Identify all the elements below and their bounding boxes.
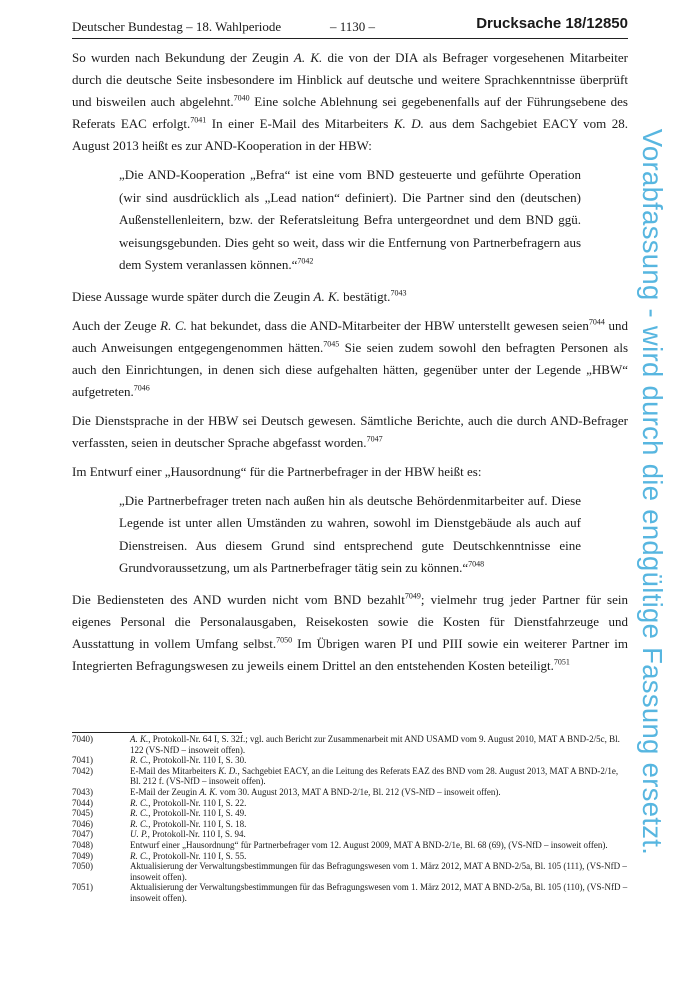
footnote-text [130, 798, 628, 809]
footnote-text [130, 819, 628, 830]
page-header [72, 16, 628, 40]
person-initials: R. C. [130, 755, 149, 766]
footnote-reference: 7051 [553, 657, 570, 667]
footnote [72, 755, 628, 766]
person-initials: A. K. [199, 786, 218, 797]
footnote [72, 840, 628, 851]
footnote [72, 851, 628, 862]
person-initials: R. C. [130, 850, 149, 861]
text-segment: ; vielmehr trug jeder Partner für sein eigenes Personal die Personalausgaben, Reisekosten sowie die Kosten für Dienstfahrzeuge und Ausstattung in vollem Umfang selbst. [72, 591, 628, 651]
page-number: – 1130 – [330, 19, 376, 34]
footnote-text [130, 840, 628, 851]
footnote-text [130, 734, 628, 755]
block-quote [119, 490, 581, 580]
footnote [72, 734, 628, 755]
footnote-number: 7048) [72, 839, 93, 850]
footnote [72, 808, 628, 819]
text-segment: „Die Partnerbefrager treten nach außen hin als deutsche Behördenmitarbeiter auf. Diese Legende ist unter allen Umständen zu wahren, sowohl im Dienstgebäude als auch auf Dienstreisen. Aus diesem Grund sind entsprechend gute Deutschkenntnisse eine Grundvoraussetzung, um als Partnerbefrager tätig sein zu können.“ [119, 492, 581, 575]
footnote-number: 7050) [72, 861, 93, 872]
text-segment: , Protokoll-Nr. 110 I, S. 30. [148, 755, 247, 766]
footnote-number: 7049) [72, 850, 93, 861]
footnote-number: 7040) [72, 734, 93, 744]
document-number [476, 15, 628, 32]
footnote [72, 861, 628, 882]
footnote-text [130, 861, 628, 882]
footnote [72, 819, 628, 830]
footnote-reference: 7046 [133, 383, 150, 393]
block-quote [119, 164, 581, 277]
footnote-text [130, 766, 628, 787]
footnote-number: 7043) [72, 786, 93, 797]
person-initials: U. P. [130, 829, 148, 840]
text-segment: , Protokoll-Nr. 110 I, S. 22. [148, 797, 247, 808]
footnotes [72, 734, 628, 904]
person-initials: A. K. [293, 50, 323, 65]
footnote-reference: 7048 [468, 559, 485, 569]
footnote-number: 7051) [72, 882, 93, 893]
text-segment: und auch Anweisungen entgegengenommen hätten. [72, 317, 628, 355]
footnote-rule [72, 732, 242, 733]
text-segment: „Die AND-Kooperation „Befra“ ist eine vom BND gesteuerte und geführte Operation (wir sind ausdrücklich als „Lead nation“ definiert). Die Partner sind den (deutschen) Außenstellenleitern, bzw. der Referatsleitung Befra untergeordnet und dem BND ggü. weisungsgebunden. Dies geht so weit, dass wir die Entfernung von Partnerbefragern aus dem System veranlassen können.“ [119, 167, 581, 272]
text-segment: bestätigt. [339, 288, 391, 304]
footnote-reference: 7042 [297, 256, 314, 266]
footnote-number: 7042) [72, 765, 93, 776]
person-initials: A. K. [130, 734, 149, 744]
footnote-reference: 7049 [404, 591, 421, 601]
text-segment: Aktualisierung der Verwaltungsbestimmungen für das Befragungswesen vom 1. März 2012, MAT A BND-2/5a, Bl. 105 (110), (VS-NfD – insoweit offen). [130, 882, 628, 903]
footnote-number: 7045) [72, 808, 93, 819]
paragraph [72, 461, 628, 483]
document-number-value: 12850 [586, 15, 628, 32]
main-text [72, 47, 628, 684]
footnote-number: 7044) [72, 797, 93, 808]
person-initials: R. C. [130, 818, 149, 829]
footnote-reference: 7041 [190, 115, 207, 125]
footnote [72, 829, 628, 840]
text-segment: , Protokoll-Nr. 64 I, S. 32f.; vgl. auch Bericht zur Zusammenarbeit mit AND USAMD vom 9. August 2010, MAT A BND-2/5c, Bl. 122 (VS-NfD – insoweit offen). [130, 734, 620, 755]
text-segment: die von der DIA als Befrager vorgesehenen Mitarbeiter durch die deutsche Seite insbesondere im Hinblick auf deutsche und weitere Sprachkenntnisse überprüft und bisweilen auch abgelehnt. [72, 50, 628, 109]
person-initials: R. C. [130, 808, 149, 819]
footnote-number: 7041) [72, 755, 93, 766]
paragraph [72, 286, 628, 308]
paragraph [72, 315, 628, 403]
footnote [72, 798, 628, 809]
text-segment: , Protokoll-Nr. 110 I, S. 18. [148, 818, 247, 829]
text-segment: Eine solche Ablehnung sei gegebenenfalls auf der Führungsebene des Referats EAC erfolgt. [72, 94, 628, 131]
text-segment: Diese Aussage wurde später durch die Zeugin [72, 288, 314, 304]
text-segment: Aktualisierung der Verwaltungsbestimmungen für das Befragungswesen vom 1. März 2012, MAT A BND-2/5a, Bl. 105 (111), (VS-NfD – insoweit offen). [130, 861, 627, 882]
person-initials: K. D. [393, 116, 424, 131]
footnote-reference: 7050 [276, 635, 293, 645]
text-segment: aus dem Sachgebiet EACY vom 28. August 2013 heißt es zur AND-Kooperation in der HBW: [72, 116, 628, 153]
footnote-reference: 7045 [323, 339, 340, 349]
text-segment: In einer E-Mail des Mitarbeiters [206, 116, 394, 131]
text-segment: , Protokoll-Nr. 110 I, S. 49. [148, 808, 247, 819]
text-segment: Sie seien zudem sowohl den befragten Personen als auch den Einrichtungen, in denen sich diese aufgehalten hätten, gegenüber unter der Legende „HBW“ aufgetreten. [72, 339, 629, 399]
footnote-number: 7047) [72, 829, 93, 840]
text-segment: E-Mail des Mitarbeiters [130, 765, 219, 776]
footnote-reference: 7044 [588, 317, 605, 327]
footnote-text [130, 808, 628, 819]
text-segment: E-Mail der Zeugin [130, 786, 200, 797]
text-segment: hat bekundet, dass die AND-Mitarbeiter der HBW unterstellt gewesen seien [186, 317, 589, 333]
footnote-reference: 7043 [390, 288, 407, 298]
document-prefix: Drucksache 18/ [476, 15, 587, 32]
text-segment: , Protokoll-Nr. 110 I, S. 94. [147, 829, 246, 840]
footnote-number: 7046) [72, 818, 93, 829]
watermark-text: Vorabfassung - wird durch die endgültige Fassung ersetzt. [637, 128, 668, 856]
paragraph [72, 589, 628, 677]
person-initials: R. C. [160, 317, 187, 333]
text-segment: , Protokoll-Nr. 110 I, S. 55. [148, 850, 247, 861]
footnote-reference: 7040 [233, 93, 250, 103]
text-segment: Im Entwurf einer „Hausordnung“ für die Partnerbefrager in der HBW heißt es: [72, 463, 482, 479]
text-segment: So wurden nach Bekundung der Zeugin [72, 50, 294, 65]
footnote-reference: 7047 [366, 434, 383, 444]
footnote-text [130, 851, 628, 862]
footnote-text [130, 882, 628, 903]
footnote-text [130, 787, 628, 798]
person-initials: A. K. [313, 288, 340, 304]
paragraph [72, 410, 628, 454]
person-initials: R. C. [130, 797, 149, 808]
footnote-text [130, 829, 628, 840]
footnote-text [130, 755, 628, 766]
text-segment: vom 30. August 2013, MAT A BND-2/1e, Bl. 212 (VS-NfD – insoweit offen). [217, 786, 501, 797]
footnote [72, 882, 628, 903]
footnote [72, 766, 628, 787]
header-left: Deutscher Bundestag – 18. Wahlperiode [72, 19, 282, 34]
paragraph [72, 47, 628, 157]
text-segment: , Sachgebiet EACY, an die Leitung des Referats EAZ des BND vom 28. August 2013, MAT A BND-2/1e, Bl. 212 f. (VS-NfD – insoweit offen). [130, 765, 619, 787]
text-segment: Die Dienstsprache in der HBW sei Deutsch gewesen. Sämtliche Berichte, auch die durch AND-Befrager verfassten, seien in deutscher Sprache abgefasst worden. [72, 412, 628, 450]
text-segment: Entwurf einer „Hausordnung“ für Partnerbefrager vom 12. August 2009, MAT A BND-2/1e, Bl. 68 (69), (VS-NfD – insoweit offen). [130, 839, 608, 850]
text-segment: Die Bediensteten des AND wurden nicht vom BND bezahlt [72, 591, 405, 607]
header-rule [72, 38, 628, 39]
text-segment: Auch der Zeuge [72, 317, 161, 333]
footnote [72, 787, 628, 798]
person-initials: K. D. [218, 765, 238, 776]
text-segment: Im Übrigen waren PI und PIII sowie ein weiterer Partner im Integrierten Befragungswesen zu jeweils einem Drittel an den entstehenden Kosten beteiligt. [72, 635, 628, 673]
